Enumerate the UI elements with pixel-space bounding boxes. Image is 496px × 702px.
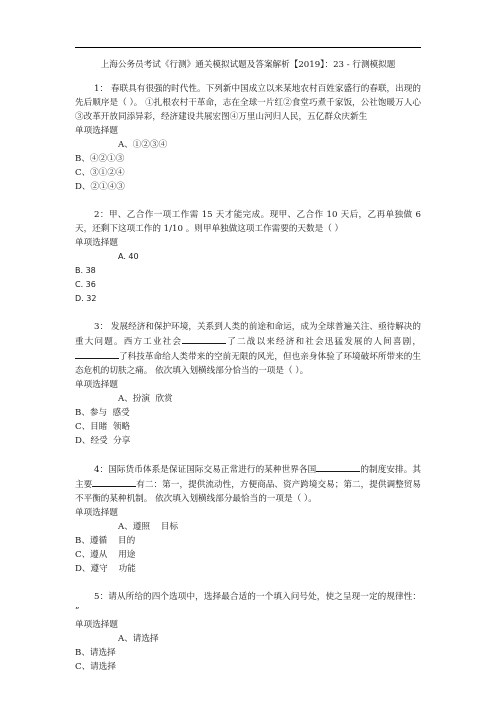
question-1-option-d: D、②①④③	[75, 182, 125, 192]
question-4-text	[75, 462, 421, 506]
fill-blank-2	[75, 349, 119, 359]
question-3-text-part-1: 3： 发展经济和保护环境，关系到人类的前途和命运，成为全球普遍关注、亟待解决的重大问题。西方工业社会	[75, 322, 421, 347]
question-4-option-d: D、遵守 功能	[75, 564, 136, 574]
question-2-type: 单项选择题	[75, 238, 118, 248]
question-4-option-a: A、遵照 目标	[118, 522, 179, 532]
question-2-option-b: B. 38	[75, 266, 96, 275]
question-4-option-b: B、遵循 目的	[75, 536, 136, 546]
question-5-option-c: C、请选择	[75, 662, 116, 672]
question-1-option-b: B、④②①③	[75, 154, 125, 164]
question-3-option-d: D、经受 分享	[75, 436, 131, 446]
question-4-text-part-1: 4：国际货币体系是保证国际交易正常进行的某种世界各国	[94, 465, 317, 475]
question-2-text: 2：甲、乙合作一项工作需 15 天才能完成。现甲、乙合作 10 天后，乙再单独做 6 天，还剩下这项工作的 1/10 。则甲单独做这项工作需要的天数是（ ）	[75, 210, 421, 234]
question-4-text-part-2: 的制度安排。其主要	[75, 465, 421, 490]
document-title: 上海公务员考试《行测》通关模拟试题及答案解析【2019】：23 - 行测模拟题	[100, 60, 396, 70]
question-3-option-c: C、目睹 领略	[75, 422, 131, 432]
question-2-option-d: D. 32	[75, 294, 97, 303]
header-rule	[75, 47, 421, 48]
question-5-option-b: B、请选择	[75, 648, 116, 658]
question-5-option-a: A、请选择	[118, 634, 159, 644]
question-1-option-a: A、①②③④	[118, 140, 168, 150]
fill-blank-2	[92, 477, 136, 487]
question-list	[75, 82, 421, 674]
question-3-type: 单项选择题	[75, 380, 118, 390]
question-5-type: 单项选择题	[75, 620, 118, 630]
question-4-type: 单项选择题	[75, 508, 118, 518]
question-1-text: 1： 春联具有很强的时代性。下列新中国成立以来某地农村百姓家盛行的春联，出现的先后顺序是（ ）。 ①扎根农村干革命，志在全球一片红②食堂巧煮千家饭，公社饱暖万人心③改革开放同添异彩，经济建设共展宏图④万里山河归人民，五亿群众庆新生	[75, 84, 421, 122]
fill-blank-1	[316, 462, 360, 472]
question-2-option-a: A. 40	[118, 252, 139, 261]
fill-blank-1	[182, 334, 226, 344]
question-5-text: 5：请从所给的四个选项中，选择最合适的一个填入问号处，使之呈现一定的规律性： ”	[75, 592, 421, 616]
question-4-text-part-3: 有二：第一，提供流动性，方便商品、资产跨境交易；第二，提供调整贸易不平衡的某种机制。 依次填入划横线部分最恰当的一项是（ ）。	[75, 480, 421, 504]
question-4-option-c: C、遵从 用途	[75, 550, 136, 560]
question-3-option-b: B、参与 感受	[75, 408, 130, 418]
question-1-type: 单项选择题	[75, 126, 118, 136]
question-3-option-a: A、扮演 欣赏	[118, 394, 173, 404]
question-3-text	[75, 320, 421, 378]
question-2-option-c: C. 36	[75, 280, 96, 289]
question-1-option-c: C、③①②④	[75, 168, 125, 178]
question-3-text-part-3: 了科技革命给人类带来的空前无限的风光，但也亲身体验了环境破坏所带来的生态危机的切肤之痛。 依次填入划横线部分恰当的一项是（ ）。	[75, 352, 421, 376]
question-3-text-part-2: 了二战以来经济和社会迅猛发展的人间喜剧，	[226, 337, 421, 347]
